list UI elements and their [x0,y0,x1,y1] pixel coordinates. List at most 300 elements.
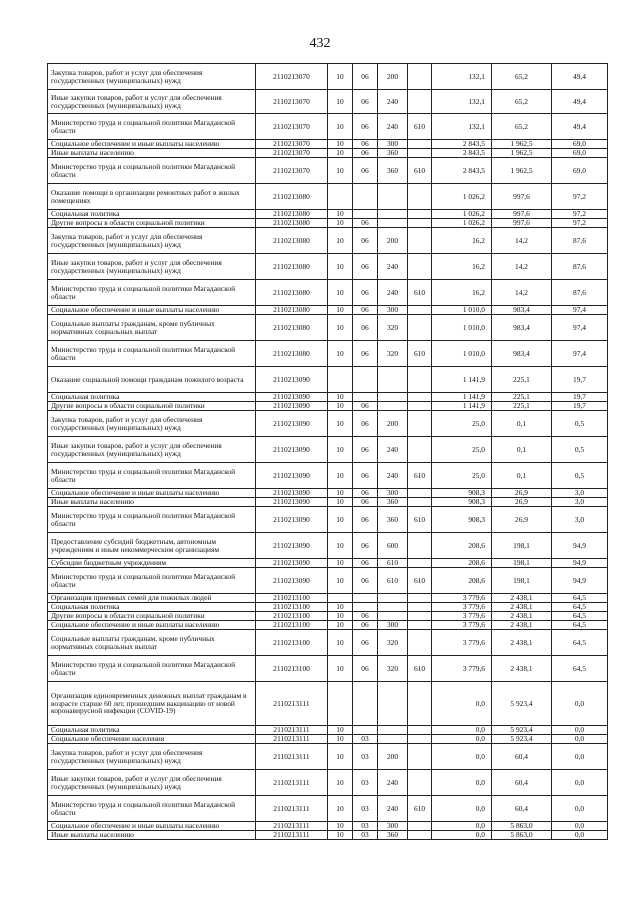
row-subsection: 03 [353,735,378,744]
table-row [48,726,608,735]
row-subsection: 06 [353,280,378,306]
row-plan: 208,6 [432,559,492,568]
row-name: Социальное обеспечение населения [48,735,256,744]
row-expense-type [378,402,408,411]
row-name: Иные выплаты населению [48,831,256,840]
row-admin-code [408,402,432,411]
row-subsection: 06 [353,341,378,367]
row-percent: 97,2 [552,184,608,210]
row-code: 2110213080 [256,315,328,341]
row-admin-code: 610 [408,507,432,533]
row-section: 10 [328,568,353,594]
row-percent: 49,4 [552,64,608,90]
row-subsection: 06 [353,402,378,411]
row-actual: 5 863,0 [492,822,552,831]
row-admin-code [408,559,432,568]
row-subsection: 03 [353,796,378,822]
row-section: 10 [328,228,353,254]
row-actual: 60,4 [492,770,552,796]
row-actual: 997,6 [492,184,552,210]
row-admin-code: 610 [408,796,432,822]
row-section: 10 [328,306,353,315]
row-code: 2110213100 [256,603,328,612]
row-subsection: 06 [353,507,378,533]
table-row [48,630,608,656]
row-admin-code [408,437,432,463]
row-section: 10 [328,489,353,498]
row-plan: 25,0 [432,437,492,463]
row-expense-type: 300 [378,621,408,630]
row-actual: 0,1 [492,463,552,489]
row-expense-type: 300 [378,140,408,149]
row-subsection: 06 [353,158,378,184]
row-percent: 19,7 [552,393,608,402]
row-code: 2110213080 [256,306,328,315]
row-name: Закупка товаров, работ и услуг для обеспечения государственных (муниципальных) нужд [48,411,256,437]
row-section: 10 [328,437,353,463]
table-row [48,228,608,254]
row-name: Социальная политика [48,726,256,735]
page-number: 432 [309,36,331,51]
row-name: Закупка товаров, работ и услуг для обеспечения государственных (муниципальных) нужд [48,228,256,254]
row-subsection: 06 [353,254,378,280]
table-row [48,114,608,140]
row-section: 10 [328,621,353,630]
row-actual: 65,2 [492,64,552,90]
row-subsection [353,210,378,219]
row-admin-code [408,306,432,315]
row-actual: 14,2 [492,254,552,280]
row-plan: 16,2 [432,254,492,280]
row-plan: 908,3 [432,489,492,498]
row-actual: 2 438,1 [492,603,552,612]
row-expense-type: 240 [378,114,408,140]
row-actual: 997,6 [492,210,552,219]
row-name: Организация единовременных денежных выплат гражданам в возрасте старше 60 лет, прошедшим вакцинацию от новой коронавирусной инфекции (COVID-19) [48,682,256,726]
row-percent: 97,4 [552,306,608,315]
table-row [48,744,608,770]
row-plan: 0,0 [432,770,492,796]
row-section: 10 [328,210,353,219]
row-expense-type [378,367,408,393]
row-section: 10 [328,656,353,682]
row-actual: 14,2 [492,280,552,306]
row-plan: 132,1 [432,64,492,90]
row-admin-code [408,594,432,603]
row-expense-type [378,594,408,603]
table-row [48,306,608,315]
row-name: Министерство труда и социальной политики Магаданской области [48,568,256,594]
table-row [48,603,608,612]
row-plan: 3 779,6 [432,603,492,612]
row-section: 10 [328,411,353,437]
row-expense-type: 240 [378,463,408,489]
row-section: 10 [328,315,353,341]
row-name: Предоставление субсидий бюджетным, автономным учреждениям и иным некоммерческим организациям [48,533,256,559]
row-section: 10 [328,463,353,489]
row-code: 2110213111 [256,770,328,796]
row-admin-code [408,411,432,437]
row-actual: 0,1 [492,437,552,463]
table-row [48,411,608,437]
row-name: Министерство труда и социальной политики Магаданской области [48,796,256,822]
row-actual: 5 863,0 [492,831,552,840]
row-name: Министерство труда и социальной политики Магаданской области [48,114,256,140]
row-percent: 64,5 [552,630,608,656]
row-expense-type: 200 [378,411,408,437]
row-percent: 19,7 [552,402,608,411]
row-percent: 0,0 [552,770,608,796]
row-percent: 0,0 [552,796,608,822]
row-subsection [353,393,378,402]
row-code: 2110213090 [256,463,328,489]
row-code: 2110213070 [256,158,328,184]
row-code: 2110213100 [256,656,328,682]
row-section: 10 [328,219,353,228]
row-expense-type [378,726,408,735]
row-actual: 5 923,4 [492,682,552,726]
row-name: Оказание помощи в организации ремонтных работ в жилых помещениях [48,184,256,210]
row-admin-code [408,367,432,393]
row-percent: 69,0 [552,158,608,184]
table-row [48,682,608,726]
row-name: Министерство труда и социальной политики Магаданской области [48,507,256,533]
row-percent: 69,0 [552,149,608,158]
table-row [48,393,608,402]
table-row [48,158,608,184]
row-section: 10 [328,64,353,90]
row-expense-type: 240 [378,770,408,796]
row-subsection: 06 [353,630,378,656]
row-code: 2110213070 [256,90,328,114]
row-plan: 0,0 [432,735,492,744]
row-section: 10 [328,498,353,507]
row-subsection: 06 [353,568,378,594]
row-name: Министерство труда и социальной политики Магаданской области [48,280,256,306]
row-name: Другие вопросы в области социальной политики [48,612,256,621]
row-plan: 2 843,5 [432,140,492,149]
table-row [48,559,608,568]
row-code: 2110213111 [256,744,328,770]
row-actual: 198,1 [492,568,552,594]
row-section: 10 [328,280,353,306]
row-section: 10 [328,796,353,822]
row-actual: 983,4 [492,341,552,367]
row-subsection: 06 [353,489,378,498]
row-name: Социальное обеспечение и иные выплаты населению [48,621,256,630]
row-code: 2110213100 [256,621,328,630]
table-row [48,507,608,533]
row-plan: 2 843,5 [432,158,492,184]
row-actual: 225,1 [492,367,552,393]
row-expense-type: 240 [378,437,408,463]
row-section: 10 [328,149,353,158]
row-admin-code [408,822,432,831]
row-admin-code [408,726,432,735]
row-admin-code: 610 [408,656,432,682]
row-section: 10 [328,559,353,568]
row-section: 10 [328,533,353,559]
row-actual: 983,4 [492,315,552,341]
row-plan: 208,6 [432,568,492,594]
row-percent: 3,0 [552,507,608,533]
row-plan: 0,0 [432,744,492,770]
row-expense-type [378,603,408,612]
row-plan: 1 026,2 [432,210,492,219]
row-percent: 87,6 [552,254,608,280]
row-code: 2110213100 [256,594,328,603]
row-expense-type: 320 [378,656,408,682]
row-plan: 25,0 [432,411,492,437]
row-admin-code [408,621,432,630]
row-code: 2110213080 [256,254,328,280]
table-row [48,184,608,210]
row-plan: 0,0 [432,726,492,735]
row-section: 10 [328,140,353,149]
row-name: Министерство труда и социальной политики Магаданской области [48,158,256,184]
row-admin-code [408,184,432,210]
row-percent: 97,2 [552,210,608,219]
row-code: 2110213111 [256,831,328,840]
row-expense-type [378,184,408,210]
row-code: 2110213111 [256,726,328,735]
row-expense-type: 240 [378,254,408,280]
row-subsection: 06 [353,437,378,463]
row-name: Закупка товаров, работ и услуг для обеспечения государственных (муниципальных) нужд [48,744,256,770]
row-section: 10 [328,402,353,411]
row-actual: 2 438,1 [492,630,552,656]
row-admin-code: 610 [408,341,432,367]
row-subsection: 03 [353,770,378,796]
row-plan: 1 010,0 [432,341,492,367]
row-actual: 2 438,1 [492,612,552,621]
row-actual: 60,4 [492,796,552,822]
row-subsection: 06 [353,90,378,114]
row-percent: 64,5 [552,594,608,603]
row-name: Другие вопросы в области социальной политики [48,402,256,411]
row-admin-code [408,498,432,507]
row-plan: 1 026,2 [432,219,492,228]
row-section: 10 [328,630,353,656]
row-section: 10 [328,726,353,735]
table-row [48,280,608,306]
row-actual: 983,4 [492,306,552,315]
row-percent: 97,4 [552,315,608,341]
row-percent: 3,0 [552,489,608,498]
row-code: 2110213090 [256,489,328,498]
table-row [48,90,608,114]
row-expense-type: 600 [378,533,408,559]
row-name: Иные выплаты населению [48,498,256,507]
row-subsection: 03 [353,744,378,770]
table-row [48,210,608,219]
row-plan: 1 010,0 [432,306,492,315]
row-section: 10 [328,735,353,744]
row-admin-code: 610 [408,280,432,306]
row-expense-type: 300 [378,306,408,315]
row-actual: 1 962,5 [492,158,552,184]
row-code: 2110213090 [256,568,328,594]
row-actual: 26,9 [492,507,552,533]
row-code: 2110213070 [256,140,328,149]
row-expense-type: 360 [378,149,408,158]
row-subsection [353,367,378,393]
row-subsection: 06 [353,140,378,149]
table-row [48,822,608,831]
row-name: Министерство труда и социальной политики Магаданской области [48,341,256,367]
row-percent: 0,0 [552,744,608,770]
row-actual: 997,6 [492,219,552,228]
row-admin-code [408,149,432,158]
row-section [328,184,353,210]
row-plan: 908,3 [432,498,492,507]
table-row [48,770,608,796]
row-expense-type [378,735,408,744]
row-name: Субсидии бюджетным учреждениям [48,559,256,568]
row-admin-code [408,210,432,219]
row-actual: 2 438,1 [492,594,552,603]
row-expense-type: 200 [378,64,408,90]
row-percent: 64,5 [552,621,608,630]
table-row [48,489,608,498]
row-admin-code [408,735,432,744]
row-code: 2110213080 [256,219,328,228]
row-plan: 1 010,0 [432,315,492,341]
row-percent: 0,0 [552,682,608,726]
row-expense-type: 240 [378,796,408,822]
row-subsection [353,726,378,735]
table-row [48,149,608,158]
row-admin-code [408,533,432,559]
table-row [48,254,608,280]
row-section: 10 [328,158,353,184]
row-code: 2110213070 [256,114,328,140]
row-admin-code [408,744,432,770]
row-plan: 25,0 [432,463,492,489]
row-expense-type: 360 [378,831,408,840]
row-plan: 16,2 [432,228,492,254]
row-admin-code: 610 [408,568,432,594]
row-expense-type [378,612,408,621]
row-code: 2110213080 [256,228,328,254]
row-actual: 2 438,1 [492,656,552,682]
row-code: 2110213080 [256,341,328,367]
table-row [48,341,608,367]
row-subsection: 06 [353,306,378,315]
row-name: Министерство труда и социальной политики Магаданской области [48,463,256,489]
row-plan: 3 779,6 [432,621,492,630]
row-subsection: 06 [353,315,378,341]
table-row [48,656,608,682]
row-code: 2110213111 [256,682,328,726]
row-percent: 0,0 [552,726,608,735]
row-percent: 0,5 [552,411,608,437]
row-code: 2110213100 [256,612,328,621]
row-plan: 208,6 [432,533,492,559]
row-percent: 94,9 [552,568,608,594]
row-plan: 3 779,6 [432,594,492,603]
row-expense-type: 240 [378,90,408,114]
row-actual: 14,2 [492,228,552,254]
row-admin-code [408,219,432,228]
row-code: 2110213090 [256,437,328,463]
row-percent: 64,5 [552,603,608,612]
budget-table [47,63,608,840]
row-section [328,367,353,393]
row-admin-code [408,228,432,254]
row-actual: 225,1 [492,393,552,402]
table-row [48,831,608,840]
row-subsection: 03 [353,822,378,831]
row-subsection: 06 [353,656,378,682]
row-admin-code: 610 [408,158,432,184]
table-row [48,621,608,630]
row-name: Социальное обеспечение и иные выплаты населению [48,140,256,149]
row-plan: 2 843,5 [432,149,492,158]
table-row [48,568,608,594]
row-expense-type: 300 [378,489,408,498]
row-section: 10 [328,744,353,770]
row-section: 10 [328,770,353,796]
table-row [48,498,608,507]
row-plan: 3 779,6 [432,612,492,621]
row-section: 10 [328,90,353,114]
row-expense-type: 610 [378,568,408,594]
row-plan: 908,3 [432,507,492,533]
row-name: Социальное обеспечение и иные выплаты населению [48,306,256,315]
row-name: Иные закупки товаров, работ и услуг для обеспечения государственных (муниципальных) нужд [48,254,256,280]
row-subsection: 06 [353,114,378,140]
row-name: Министерство труда и социальной политики Магаданской области [48,656,256,682]
row-code: 2110213090 [256,507,328,533]
row-plan: 0,0 [432,682,492,726]
row-admin-code [408,603,432,612]
row-actual: 26,9 [492,498,552,507]
row-name: Социальные выплаты гражданам, кроме публичных нормативных социальных выплат [48,315,256,341]
row-name: Иные закупки товаров, работ и услуг для обеспечения государственных (муниципальных) нужд [48,770,256,796]
row-percent: 49,4 [552,114,608,140]
row-subsection: 06 [353,559,378,568]
row-name: Закупка товаров, работ и услуг для обеспечения государственных (муниципальных) нужд [48,64,256,90]
row-actual: 60,4 [492,744,552,770]
table-row [48,367,608,393]
row-percent: 19,7 [552,367,608,393]
row-percent: 97,4 [552,341,608,367]
row-expense-type [378,682,408,726]
row-subsection: 06 [353,149,378,158]
row-actual: 5 923,4 [492,735,552,744]
row-section: 10 [328,254,353,280]
row-admin-code [408,140,432,149]
row-section: 10 [328,114,353,140]
row-percent: 94,9 [552,533,608,559]
row-plan: 1 026,2 [432,184,492,210]
row-percent: 94,9 [552,559,608,568]
row-name: Организация приемных семей для пожилых людей [48,594,256,603]
table-row [48,796,608,822]
row-actual: 225,1 [492,402,552,411]
row-percent: 0,0 [552,822,608,831]
table-row [48,735,608,744]
row-section [328,682,353,726]
table-row [48,402,608,411]
row-name: Социальная политика [48,393,256,402]
row-subsection [353,682,378,726]
row-name: Другие вопросы в области социальной политики [48,219,256,228]
table-row [48,140,608,149]
row-code: 2110213070 [256,149,328,158]
table-row [48,612,608,621]
